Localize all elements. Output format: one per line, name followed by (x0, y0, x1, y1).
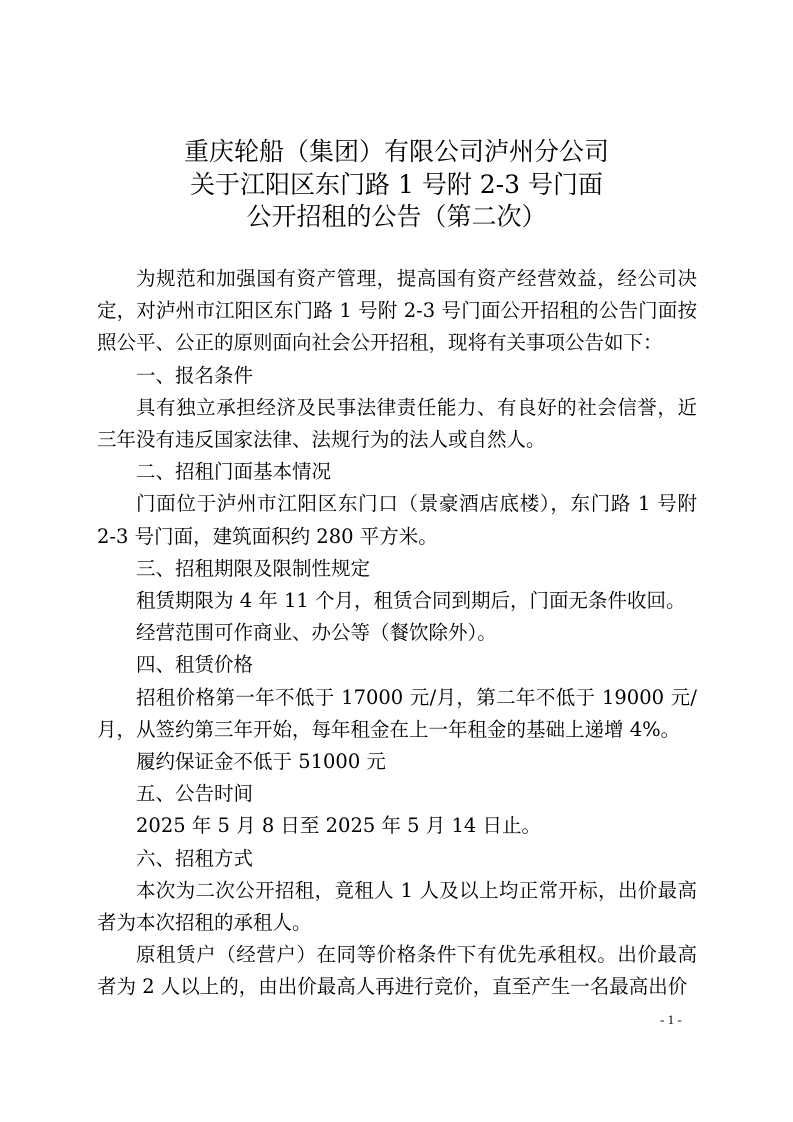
lease-price-paragraph: 招租价格第一年不低于 17000 元/月，第二年不低于 19000 元/月，从签约第三年开始，每年租金在上一年租金的基础上递增 4%。 (97, 685, 697, 741)
page-number: - 1 - (660, 1012, 682, 1027)
business-scope-paragraph: 经营范围可作商业、办公等（餐饮除外）。 (136, 621, 497, 645)
document-title-line-2: 关于江阳区东门路 1 号附 2-3 号门面 (190, 170, 603, 199)
priority-right-paragraph: 原租赁户（经营户）在同等价格条件下有优先承租权。出价最高者为 2 人以上的，由出价最高人再进行竞价，直至产生一名最高出价 (97, 943, 697, 999)
section-heading-storefront-info: 二、招租门面基本情况 (136, 460, 332, 484)
section-heading-leasing-method: 六、招租方式 (136, 846, 254, 870)
announcement-period-paragraph: 2025 年 5 月 8 日至 2025 年 5 月 14 日止。 (136, 814, 541, 838)
registration-conditions-paragraph: 具有独立承担经济及民事法律责任能力、有良好的社会信誉，近三年没有违反国家法律、法规行为的法人或自然人。 (97, 395, 697, 452)
section-heading-lease-term: 三、招租期限及限制性规定 (136, 556, 371, 580)
deposit-paragraph: 履约保证金不低于 51000 元 (136, 750, 386, 774)
lease-term-paragraph: 租赁期限为 4 年 11 个月，租赁合同到期后，门面无条件收回。 (136, 589, 686, 613)
intro-paragraph: 为规范和加强国有资产管理，提高国有资产经营效益，经公司决定，对泸州市江阳区东门路 1 号附 2-3 号门面公开招租的公告门面按照公平、公正的原则面向社会公开招租，现将有关事项公告如下： (97, 267, 697, 355)
document-title-line-1: 重庆轮船（集团）有限公司泸州分公司 (183, 137, 609, 166)
document-body (97, 263, 697, 1004)
storefront-info-paragraph: 门面位于泸州市江阳区东门口（景豪酒店底楼），东门路 1 号附 2-3 号门面，建筑面积约 280 平方米。 (97, 492, 697, 548)
document-title-line-3: 公开招租的公告（第二次） (246, 202, 547, 231)
section-heading-announcement-period: 五、公告时间 (136, 782, 254, 806)
leasing-method-paragraph: 本次为二次公开招租，竟租人 1 人及以上均正常开标，出价最高者为本次招租的承租人。 (97, 878, 697, 935)
section-heading-registration: 一、报名条件 (136, 363, 254, 387)
section-heading-lease-price: 四、租赁价格 (136, 653, 254, 677)
